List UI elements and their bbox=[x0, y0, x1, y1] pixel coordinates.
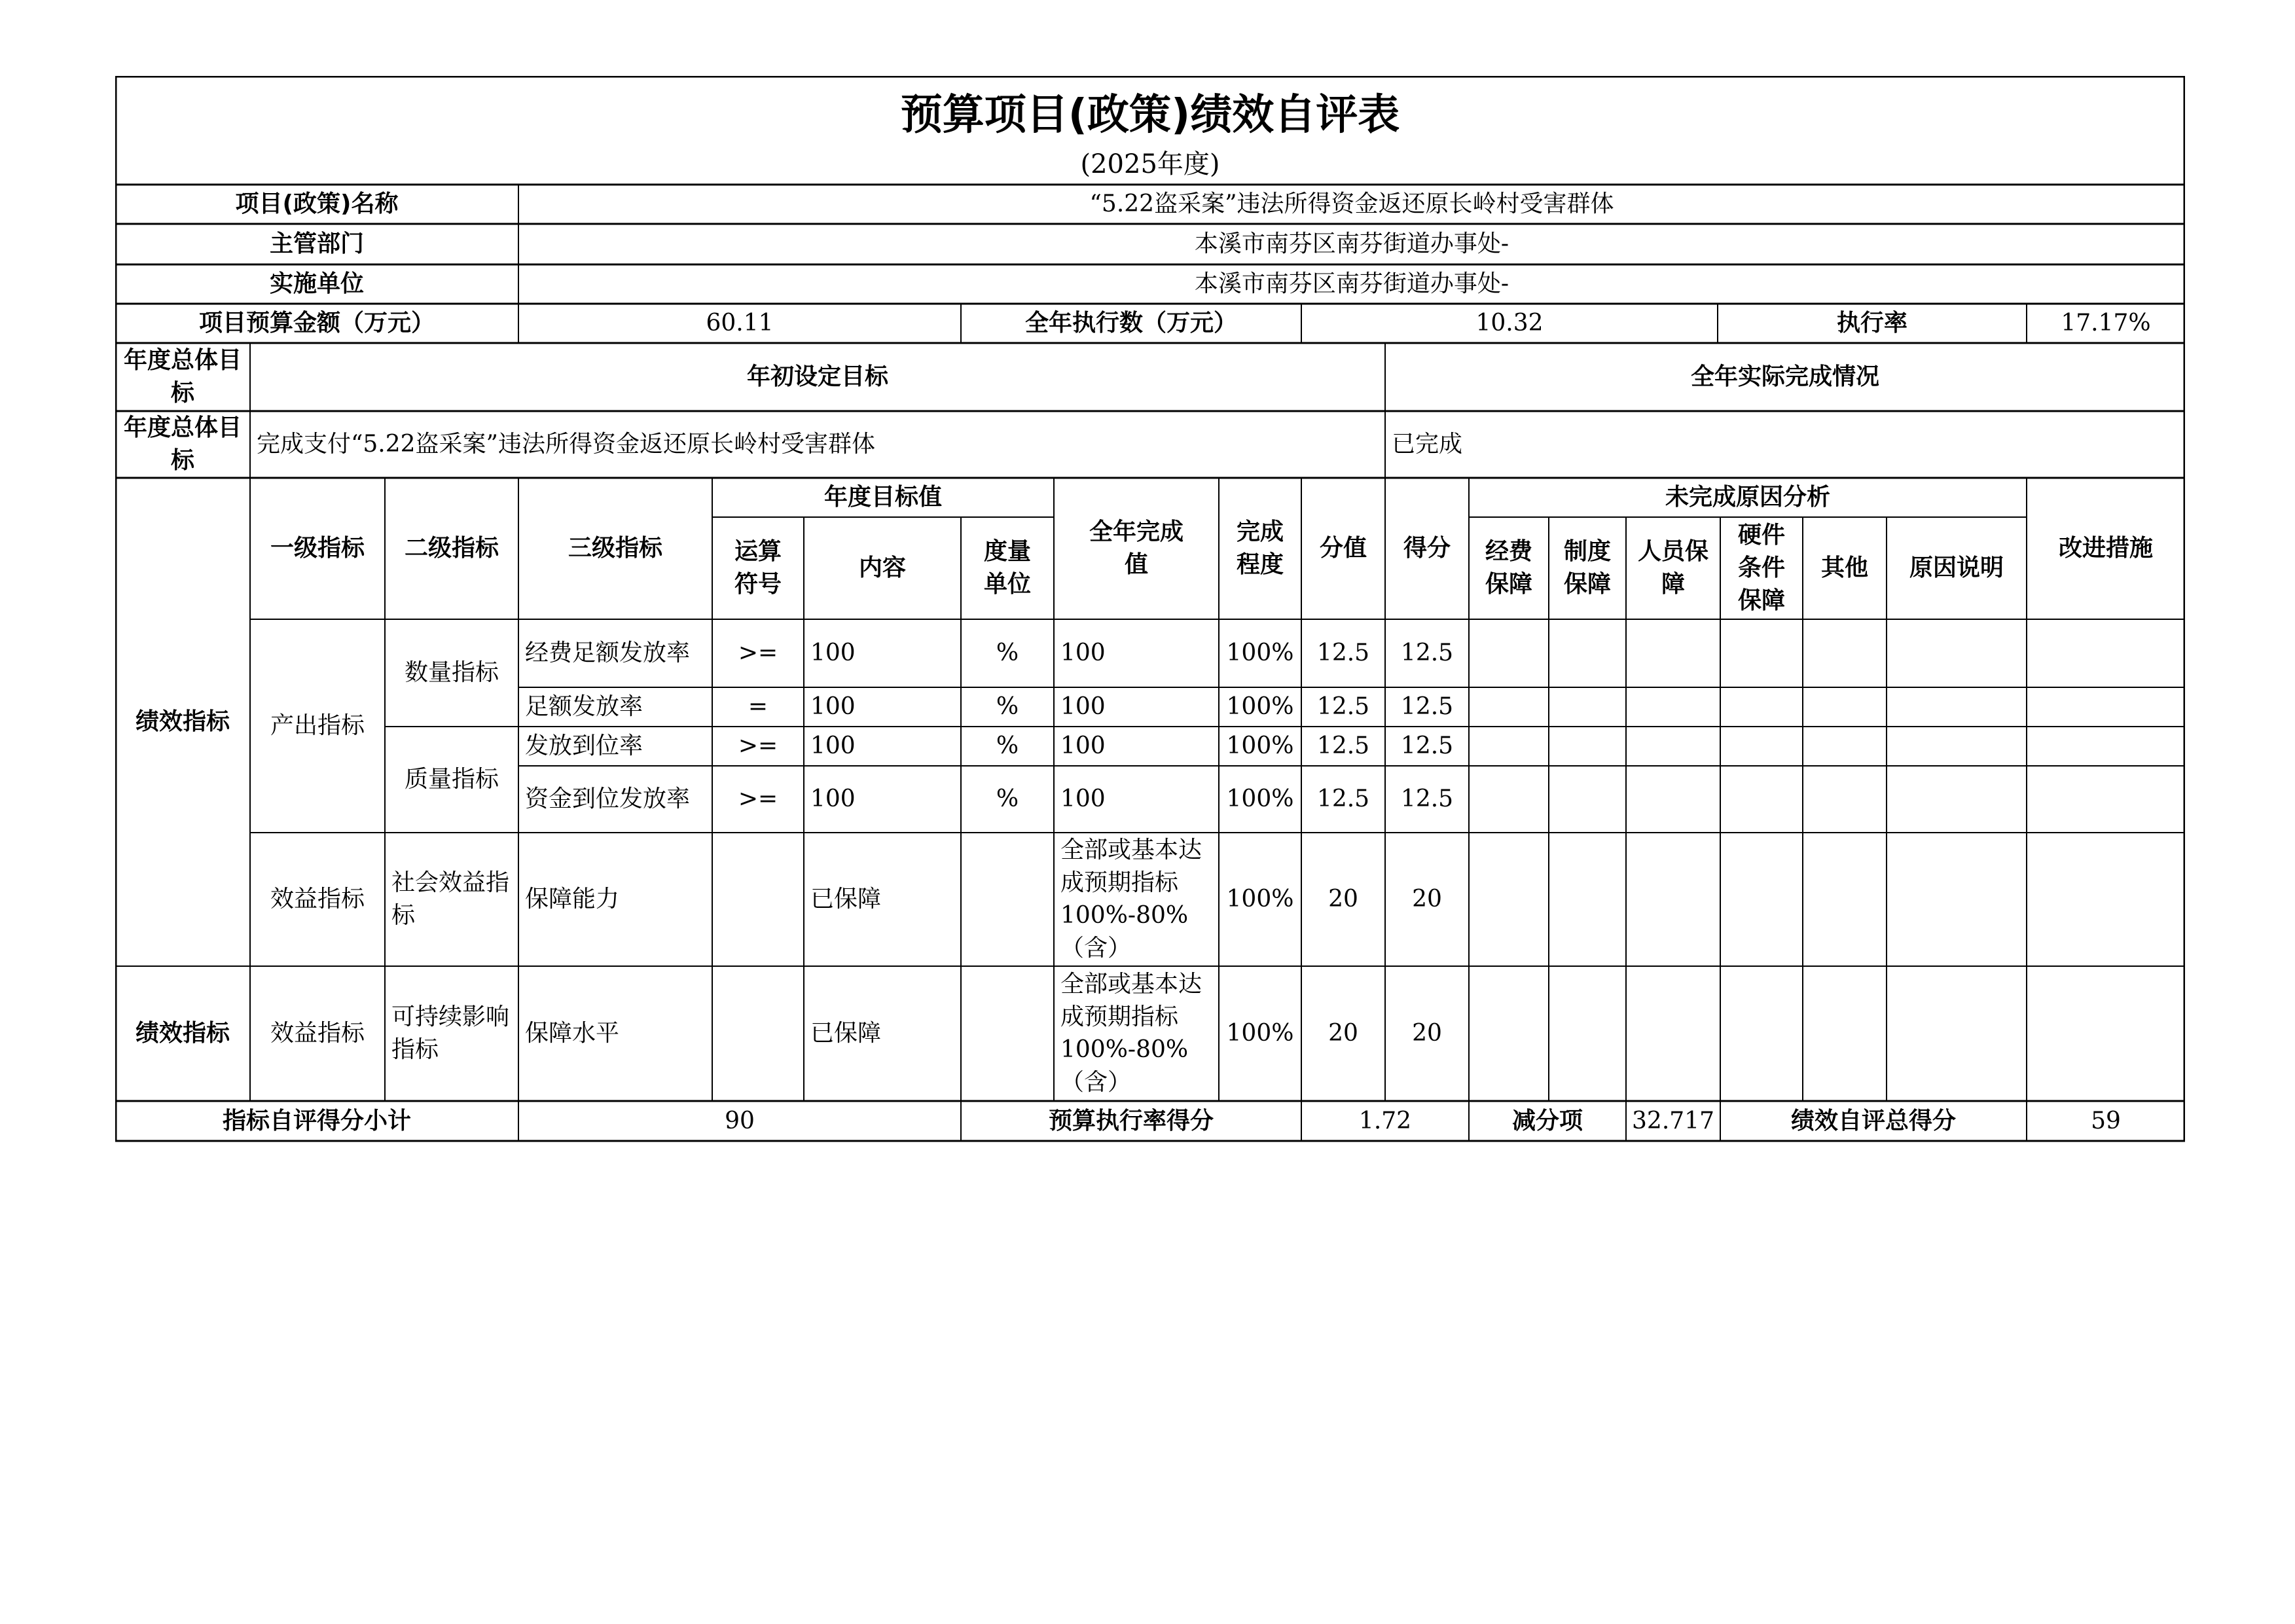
header-completion: 完成程度 bbox=[1236, 518, 1284, 578]
indicator-name: 经费足额发放率 bbox=[525, 640, 691, 666]
indicator-actual: 100 bbox=[1060, 785, 1106, 812]
budget-score-value: 1.72 bbox=[1358, 1108, 1412, 1134]
group-quality: 质量指标 bbox=[404, 766, 499, 793]
header-reason-group: 未完成原因分析 bbox=[1665, 484, 1830, 511]
indicator-unit: % bbox=[996, 640, 1019, 666]
page-title: 预算项目(政策)绩效自评表 bbox=[900, 91, 1400, 139]
goal-actual-value: 已完成 bbox=[1392, 431, 1463, 458]
indicator-name: 保障能力 bbox=[525, 886, 620, 912]
indicator-content: 已保障 bbox=[810, 1020, 882, 1047]
header-improve: 改进措施 bbox=[2058, 535, 2153, 562]
indicator-operator bbox=[712, 833, 804, 966]
deduct-value: 32.717 bbox=[1632, 1108, 1714, 1134]
unit-label: 实施单位 bbox=[269, 270, 364, 297]
header-level2: 二级指标 bbox=[404, 535, 499, 562]
indicator-actual: 全部或基本达成预期指标100%-80%（含） bbox=[1060, 837, 1202, 962]
project-name-value: “5.22盗采案”违法所得资金返还原长岭村受害群体 bbox=[1089, 190, 1614, 217]
indicator-completion: 100% bbox=[1226, 640, 1294, 666]
indicator-unit bbox=[961, 966, 1054, 1101]
project-name-label: 项目(政策)名称 bbox=[235, 190, 399, 217]
rate-value: 17.17% bbox=[2061, 310, 2151, 336]
indicator-score: 12.5 bbox=[1400, 732, 1454, 759]
header-score-value: 分值 bbox=[1319, 535, 1367, 562]
goal-label-2: 年度总体目标 bbox=[123, 414, 242, 474]
indicator-completion: 100% bbox=[1226, 1020, 1294, 1047]
header-system: 制度保障 bbox=[1563, 538, 1611, 598]
indicator-value: 12.5 bbox=[1316, 693, 1370, 720]
indicator-content: 100 bbox=[810, 732, 856, 759]
goal-set-value: 完成支付“5.22盗采案”违法所得资金返还原长岭村受害群体 bbox=[257, 431, 875, 458]
indicator-content: 100 bbox=[810, 785, 856, 812]
group-sustain: 可持续影响指标 bbox=[391, 1003, 510, 1063]
indicator-name: 保障水平 bbox=[525, 1020, 620, 1047]
indicator-content: 100 bbox=[810, 640, 856, 666]
total-value: 59 bbox=[2091, 1108, 2121, 1134]
budget-label: 项目预算金额（万元） bbox=[198, 310, 435, 336]
budget-score-label: 预算执行率得分 bbox=[1048, 1108, 1214, 1134]
indicator-name: 发放到位率 bbox=[525, 732, 643, 759]
header-reason: 原因说明 bbox=[1909, 554, 2004, 581]
indicator-completion: 100% bbox=[1226, 693, 1294, 720]
indicator-actual: 全部或基本达成预期指标100%-80%（含） bbox=[1060, 971, 1202, 1096]
indicator-operator bbox=[712, 966, 804, 1101]
goal-actual-header: 全年实际完成情况 bbox=[1690, 363, 1879, 390]
header-annual-target: 年度目标值 bbox=[823, 484, 942, 511]
deduct-label: 减分项 bbox=[1511, 1108, 1583, 1134]
header-staff: 人员保障 bbox=[1637, 538, 1708, 598]
indicator-score: 20 bbox=[1412, 886, 1442, 912]
page-subtitle: (2025年度) bbox=[1080, 149, 1220, 179]
indicator-unit: % bbox=[996, 693, 1019, 720]
header-operator: 运算符号 bbox=[734, 538, 782, 598]
indicator-completion: 100% bbox=[1226, 732, 1294, 759]
rate-label: 执行率 bbox=[1836, 310, 1907, 336]
indicator-operator: >= bbox=[738, 732, 778, 759]
indicator-name: 资金到位发放率 bbox=[525, 785, 691, 812]
unit-value: 本溪市南芬区南芬街道办事处- bbox=[1194, 270, 1509, 297]
indicator-completion: 100% bbox=[1226, 886, 1294, 912]
group-quantity: 数量指标 bbox=[404, 659, 499, 686]
goal-set-header: 年初设定目标 bbox=[746, 363, 888, 390]
subtotal-value: 90 bbox=[725, 1108, 755, 1134]
indicator-actual: 100 bbox=[1060, 640, 1106, 666]
indicator-score: 12.5 bbox=[1400, 785, 1454, 812]
indicator-unit: % bbox=[996, 785, 1019, 812]
goal-label: 年度总体目标 bbox=[123, 347, 242, 406]
indicator-value: 12.5 bbox=[1316, 732, 1370, 759]
header-other: 其他 bbox=[1820, 554, 1868, 581]
header-actual: 全年完成值 bbox=[1089, 518, 1184, 578]
indicator-content: 100 bbox=[810, 693, 856, 720]
indicator-completion: 100% bbox=[1226, 785, 1294, 812]
header-content: 内容 bbox=[858, 554, 906, 581]
header-level1: 一级指标 bbox=[270, 535, 365, 562]
indicator-name: 足额发放率 bbox=[525, 693, 643, 720]
exec-label: 全年执行数（万元） bbox=[1024, 310, 1237, 336]
indicator-value: 20 bbox=[1328, 886, 1358, 912]
indicator-score: 12.5 bbox=[1400, 640, 1454, 666]
indicator-operator: >= bbox=[738, 640, 778, 666]
perf-label-main: 绩效指标 bbox=[135, 708, 230, 735]
header-level3: 三级指标 bbox=[568, 535, 662, 562]
indicator-content: 已保障 bbox=[810, 886, 882, 912]
indicator-score: 12.5 bbox=[1400, 693, 1454, 720]
header-hardware: 硬件条件保障 bbox=[1737, 522, 1785, 614]
header-unit: 度量单位 bbox=[983, 538, 1031, 598]
dept-label: 主管部门 bbox=[269, 230, 364, 257]
group-benefit-1: 效益指标 bbox=[270, 886, 365, 912]
budget-value: 60.11 bbox=[706, 310, 774, 336]
indicator-value: 12.5 bbox=[1316, 785, 1370, 812]
header-score: 得分 bbox=[1403, 535, 1451, 562]
indicator-score: 20 bbox=[1412, 1020, 1442, 1047]
exec-value: 10.32 bbox=[1475, 310, 1544, 336]
header-funds: 经费保障 bbox=[1485, 538, 1532, 598]
perf-label-secondary: 绩效指标 bbox=[135, 1020, 230, 1047]
indicator-operator: = bbox=[748, 693, 768, 720]
total-label: 绩效自评总得分 bbox=[1790, 1108, 1956, 1134]
group-benefit-2: 效益指标 bbox=[270, 1020, 365, 1047]
indicator-unit: % bbox=[996, 732, 1019, 759]
indicator-operator: >= bbox=[738, 785, 778, 812]
group-social: 社会效益指标 bbox=[391, 869, 510, 929]
indicator-actual: 100 bbox=[1060, 732, 1106, 759]
dept-value: 本溪市南芬区南芬街道办事处- bbox=[1194, 230, 1509, 257]
indicator-actual: 100 bbox=[1060, 693, 1106, 720]
subtotal-label: 指标自评得分小计 bbox=[222, 1108, 411, 1134]
indicator-unit bbox=[961, 833, 1054, 966]
indicator-value: 12.5 bbox=[1316, 640, 1370, 666]
indicator-value: 20 bbox=[1328, 1020, 1358, 1047]
evaluation-sheet bbox=[115, 76, 2185, 1149]
group-output: 产出指标 bbox=[270, 712, 365, 739]
